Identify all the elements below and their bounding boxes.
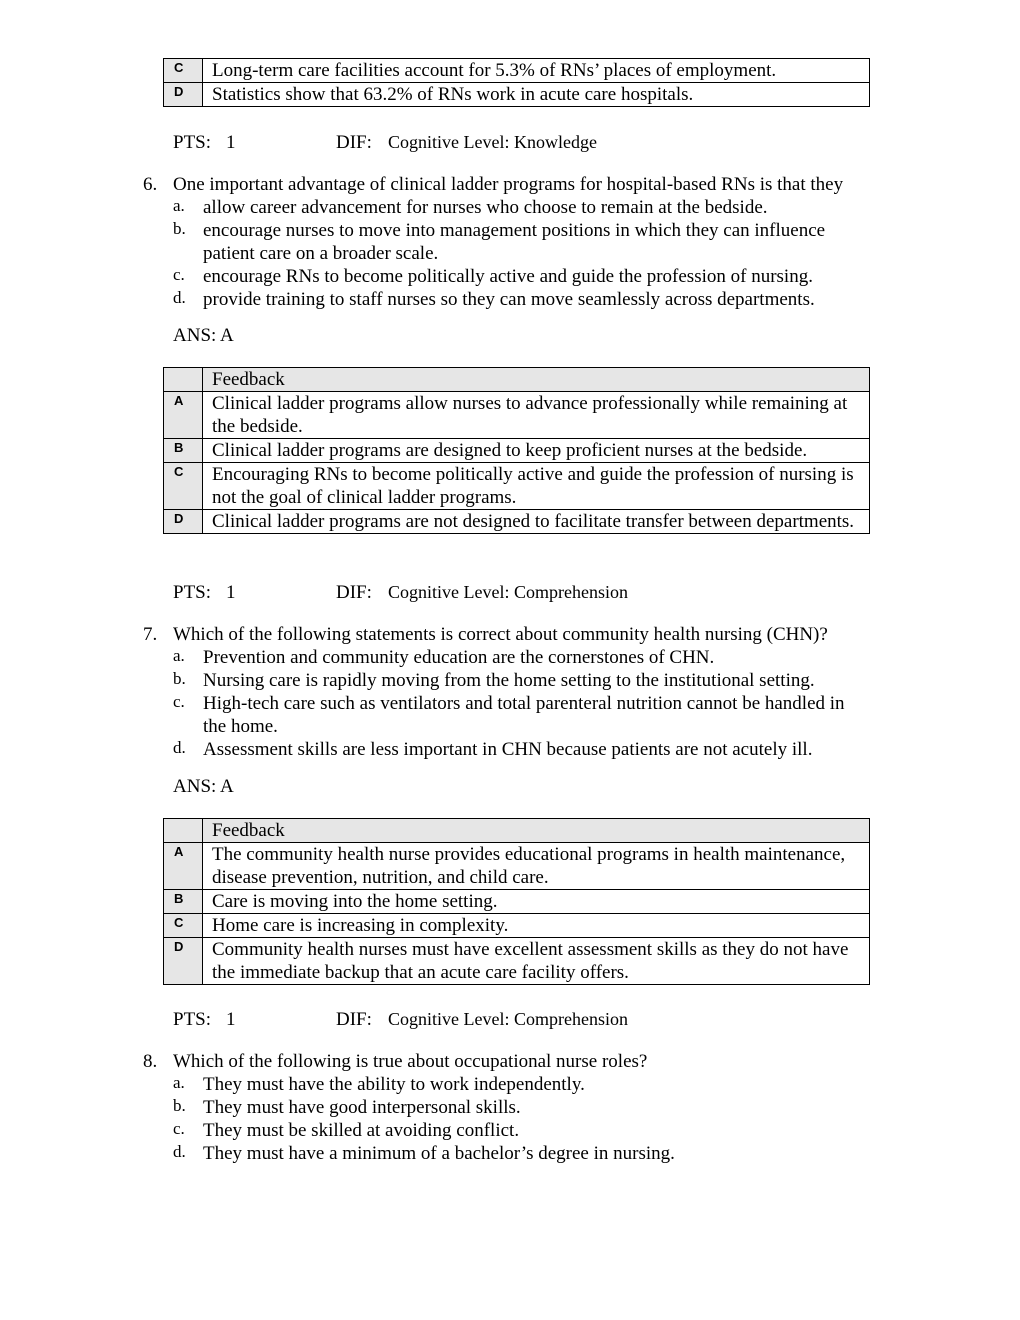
feedback-key: C xyxy=(164,914,203,938)
dif-value: Cognitive Level: Knowledge xyxy=(388,132,597,152)
option-b xyxy=(0,219,1020,265)
feedback-key: A xyxy=(164,843,203,890)
question-stem xyxy=(0,173,1020,196)
feedback-key-blank xyxy=(164,368,203,392)
option-letter: d. xyxy=(173,738,186,757)
question-6 xyxy=(0,173,1020,311)
option-letter: c. xyxy=(173,1119,185,1138)
feedback-key: B xyxy=(164,890,203,914)
feedback-key: A xyxy=(164,392,203,439)
option-c xyxy=(0,265,1020,288)
option-text: provide training to staff nurses so they can move seamlessly across departments. xyxy=(203,289,815,310)
question-7 xyxy=(0,623,1020,761)
feedback-text: Long-term care facilities account for 5.3% of RNs’ places of employment. xyxy=(203,59,870,83)
feedback-table-q7 xyxy=(163,818,870,985)
feedback-row xyxy=(164,463,870,510)
option-b xyxy=(0,669,1020,692)
pts-value: 1 xyxy=(226,582,236,603)
option-text: allow career advancement for nurses who choose to remain at the bedside. xyxy=(203,197,768,218)
pts-label: PTS: xyxy=(173,1009,212,1030)
feedback-key-blank xyxy=(164,819,203,843)
feedback-header-row xyxy=(164,368,870,392)
option-d xyxy=(0,738,1020,761)
pts-value: 1 xyxy=(226,1009,236,1030)
option-d xyxy=(0,288,1020,311)
dif-label: DIF: xyxy=(336,582,372,603)
meta-line-q7 xyxy=(173,1008,628,1031)
option-d xyxy=(0,1142,1020,1165)
option-letter: b. xyxy=(173,669,186,688)
feedback-text: Care is moving into the home setting. xyxy=(203,890,870,914)
feedback-row xyxy=(164,938,870,985)
question-stem xyxy=(0,623,1020,646)
answer-q6: ANS: A xyxy=(173,325,234,346)
feedback-key: B xyxy=(164,439,203,463)
dif-label: DIF: xyxy=(336,1009,372,1030)
option-text: High-tech care such as ventilators and total parenteral nutrition cannot be handled in the home. xyxy=(203,693,845,737)
option-text: encourage nurses to move into management positions in which they can influence patient care on a broader scale. xyxy=(203,220,826,264)
option-text: Nursing care is rapidly moving from the home setting to the institutional setting. xyxy=(203,670,815,691)
option-a xyxy=(0,196,1020,219)
feedback-row xyxy=(164,843,870,890)
option-letter: a. xyxy=(173,646,185,665)
feedback-header: Feedback xyxy=(203,368,870,392)
feedback-text: Clinical ladder programs are not designed to facilitate transfer between departments. xyxy=(203,510,870,534)
option-letter: b. xyxy=(173,1096,186,1115)
option-text: They must be skilled at avoiding conflict. xyxy=(203,1120,520,1141)
option-letter: a. xyxy=(173,196,185,215)
question-number: 8. xyxy=(143,1051,158,1072)
question-8 xyxy=(0,1050,1020,1165)
feedback-row xyxy=(164,914,870,938)
question-stem xyxy=(0,1050,1020,1073)
option-letter: a. xyxy=(173,1073,185,1092)
feedback-text: Clinical ladder programs allow nurses to advance professionally while remaining at the bedside. xyxy=(203,392,870,439)
feedback-text: Clinical ladder programs are designed to keep proficient nurses at the bedside. xyxy=(203,439,870,463)
pts-value: 1 xyxy=(226,132,236,153)
option-text: They must have the ability to work independently. xyxy=(203,1074,585,1095)
option-c xyxy=(0,1119,1020,1142)
option-c xyxy=(0,692,1020,738)
feedback-table-q5 xyxy=(163,58,870,107)
dif-value: Cognitive Level: Comprehension xyxy=(388,582,628,602)
feedback-header-row xyxy=(164,819,870,843)
pts-label: PTS: xyxy=(173,132,212,153)
feedback-row xyxy=(164,439,870,463)
option-text: They must have good interpersonal skills. xyxy=(203,1097,521,1118)
option-text: They must have a minimum of a bachelor’s degree in nursing. xyxy=(203,1143,675,1164)
feedback-text: Encouraging RNs to become politically active and guide the profession of nursing is not the goal of clinical ladder programs. xyxy=(203,463,870,510)
question-text: One important advantage of clinical ladder programs for hospital-based RNs is that they xyxy=(173,174,844,195)
option-a xyxy=(0,1073,1020,1096)
option-text: encourage RNs to become politically active and guide the profession of nursing. xyxy=(203,266,813,287)
dif-value: Cognitive Level: Comprehension xyxy=(388,1009,628,1029)
feedback-key: C xyxy=(164,463,203,510)
answer-q7: ANS: A xyxy=(173,776,234,797)
option-b xyxy=(0,1096,1020,1119)
feedback-key: D xyxy=(164,83,203,107)
feedback-key: D xyxy=(164,510,203,534)
feedback-row xyxy=(164,59,870,83)
feedback-row xyxy=(164,510,870,534)
meta-line-q5 xyxy=(173,131,597,154)
option-letter: c. xyxy=(173,265,185,284)
dif-label: DIF: xyxy=(336,132,372,153)
feedback-text: The community health nurse provides educational programs in health maintenance, disease prevention, nutrition, and child care. xyxy=(203,843,870,890)
option-a xyxy=(0,646,1020,669)
pts-label: PTS: xyxy=(173,582,212,603)
question-number: 6. xyxy=(143,174,158,195)
meta-line-q6 xyxy=(173,581,628,604)
feedback-row xyxy=(164,890,870,914)
option-text: Prevention and community education are the cornerstones of CHN. xyxy=(203,647,715,668)
feedback-text: Statistics show that 63.2% of RNs work in acute care hospitals. xyxy=(203,83,870,107)
question-number: 7. xyxy=(143,624,158,645)
feedback-table-q6 xyxy=(163,367,870,534)
option-letter: d. xyxy=(173,288,186,307)
feedback-key: D xyxy=(164,938,203,985)
option-letter: b. xyxy=(173,219,186,238)
option-letter: d. xyxy=(173,1142,186,1161)
feedback-row xyxy=(164,392,870,439)
feedback-text: Community health nurses must have excellent assessment skills as they do not have the immediate backup that an acute care facility offers. xyxy=(203,938,870,985)
feedback-text: Home care is increasing in complexity. xyxy=(203,914,870,938)
feedback-key: C xyxy=(164,59,203,83)
question-text: Which of the following statements is correct about community health nursing (CHN)? xyxy=(173,624,828,645)
question-text: Which of the following is true about occupational nurse roles? xyxy=(173,1051,648,1072)
feedback-header: Feedback xyxy=(203,819,870,843)
feedback-row xyxy=(164,83,870,107)
option-text: Assessment skills are less important in CHN because patients are not acutely ill. xyxy=(203,739,813,760)
option-letter: c. xyxy=(173,692,185,711)
